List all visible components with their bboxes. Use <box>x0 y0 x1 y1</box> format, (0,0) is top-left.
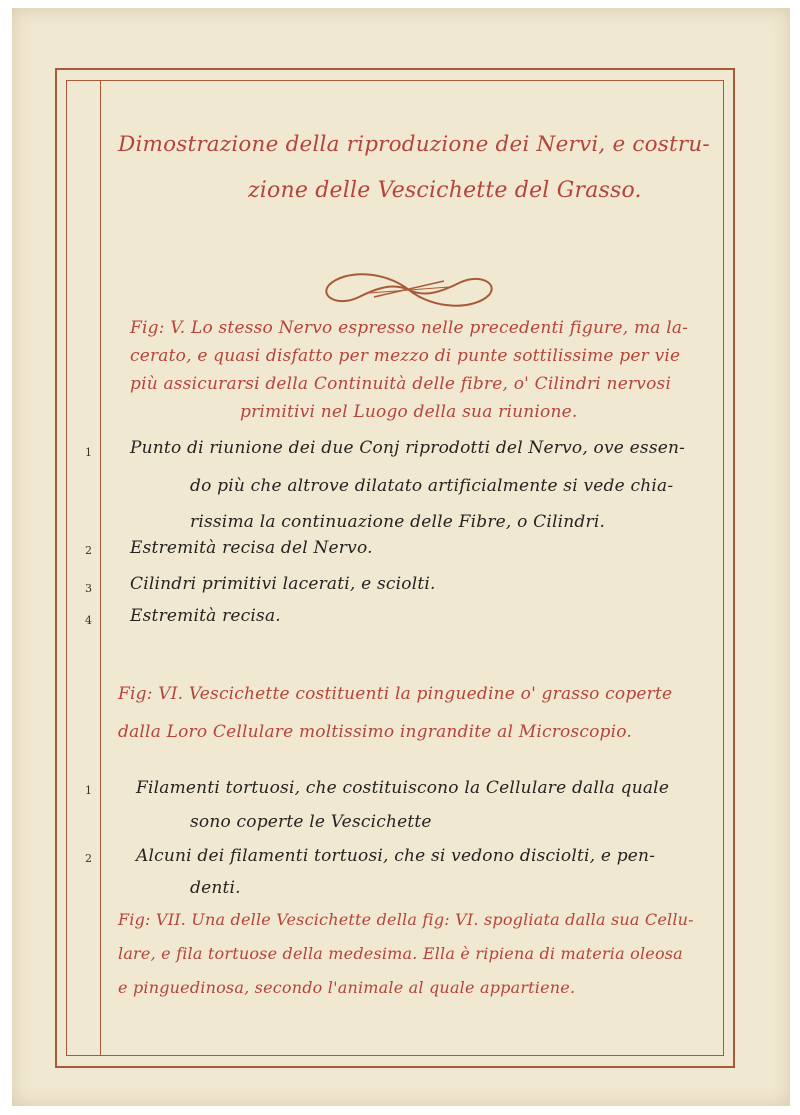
fig5-item-2: Estremità recisa del Nervo. <box>130 538 373 558</box>
fig6-item-1-line-2: sono coperte le Vescichette <box>190 812 432 832</box>
fig6-item-2-line-2: denti. <box>190 878 241 898</box>
fig6-item-2-line-1: Alcuni dei filamenti tortuosi, che si vedono disciolti, e pen- <box>136 846 656 866</box>
fig5-line-4: primitivi nel Luogo della sua riunione. <box>240 402 578 422</box>
fig7-line-1: Fig: VII. Una delle Vescichette della fig: VI. spogliata dalla sua Cellu- <box>118 910 694 929</box>
fig5-item-4: Estremità recisa. <box>130 606 281 626</box>
item-number: 4 <box>85 614 92 627</box>
fig5-line-1: Fig: V. Lo stesso Nervo espresso nelle precedenti figure, ma la- <box>130 318 689 338</box>
item-number: 1 <box>85 446 92 459</box>
fig5-line-2: cerato, e quasi disfatto per mezzo di punte sottilissime per vie <box>130 346 681 366</box>
margin-rule <box>100 80 101 1056</box>
item-number: 3 <box>85 582 92 595</box>
item-number: 2 <box>85 544 92 557</box>
fig5-item-1-line-3: rissima la continuazione delle Fibre, o Cilindri. <box>190 512 606 532</box>
fig6-line-2: dalla Loro Cellulare moltissimo ingrandite al Microscopio. <box>118 722 633 742</box>
item-number: 2 <box>85 852 92 865</box>
fig5-line-3: più assicurarsi della Continuità delle fibre, o' Cilindri nervosi <box>130 374 672 394</box>
fig6-line-1: Fig: VI. Vescichette costituenti la pinguedine o' grasso coperte <box>118 684 673 704</box>
fig6-item-1-line-1: Filamenti tortuosi, che costituiscono la Cellulare dalla quale <box>136 778 670 798</box>
fig5-item-1-line-1: Punto di riunione dei due Conj riprodotti del Nervo, ove essen- <box>130 438 686 458</box>
fig7-line-3: e pinguedinosa, secondo l'animale al quale appartiene. <box>118 978 576 997</box>
item-number: 1 <box>85 784 92 797</box>
title-line-1: Dimostrazione della riproduzione dei Nervi, e costru- <box>118 132 710 157</box>
fig7-line-2: lare, e fila tortuose della medesima. Ella è ripiena di materia oleosa <box>118 944 683 963</box>
fig5-item-3: Cilindri primitivi lacerati, e sciolti. <box>130 574 436 594</box>
fig5-item-1-line-2: do più che altrove dilatato artificialmente si vede chia- <box>190 476 674 496</box>
title-line-2: zione delle Vescichette del Grasso. <box>248 178 642 203</box>
flourish-ornament <box>314 265 504 315</box>
